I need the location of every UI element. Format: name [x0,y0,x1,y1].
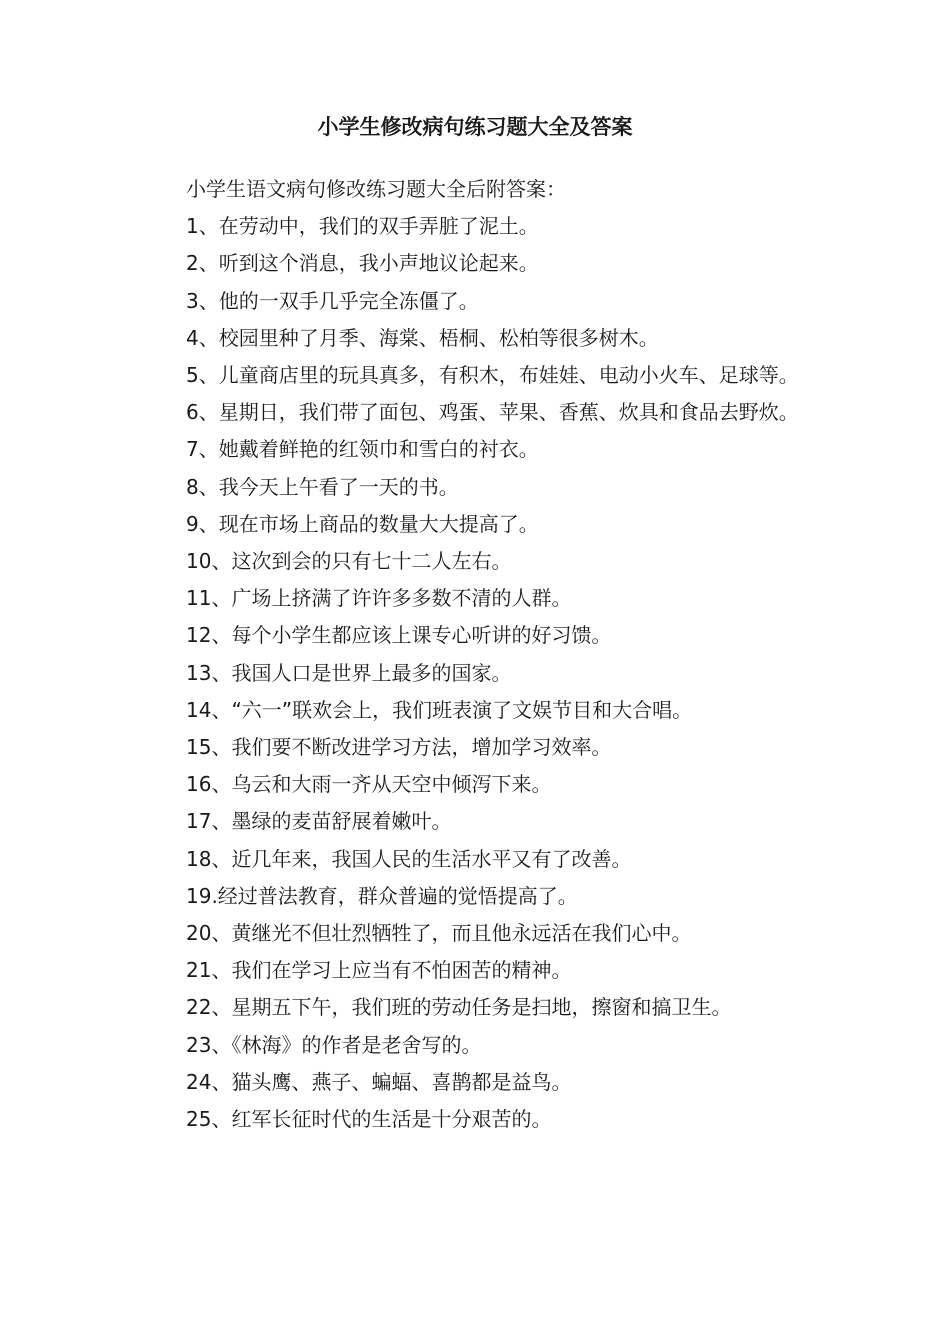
exercise-item-4: 4、校园里种了月季、海棠、梧桐、松柏等很多树木。 [186,325,659,350]
exercise-item-7: 7、她戴着鲜艳的红领巾和雪白的衬衣。 [186,437,539,462]
exercise-item-11: 11、广场上挤满了许许多多数不清的人群。 [186,586,572,611]
exercise-item-25: 25、红军长征时代的生活是十分艰苦的。 [186,1107,552,1132]
exercise-item-23: 23、《林海》的作者是老舍写的。 [186,1032,482,1057]
exercise-item-20: 20、黄继光不但壮烈牺牲了，而且他永远活在我们心中。 [186,921,692,946]
exercise-item-21: 21、我们在学习上应当有不怕困苦的精神。 [186,958,572,983]
exercise-item-14: 14、“六一”联欢会上，我们班表演了文娱节目和大合唱。 [186,697,693,722]
exercise-item-13: 13、我国人口是世界上最多的国家。 [186,660,512,685]
exercise-item-24: 24、猫头鹰、燕子、蝙蝠、喜鹊都是益鸟。 [186,1069,572,1094]
exercise-item-6: 6、星期日，我们带了面包、鸡蛋、苹果、香蕉、炊具和食品去野炊。 [186,400,799,425]
exercise-item-9: 9、现在市场上商品的数量大大提高了。 [186,511,539,536]
exercise-item-19: 19.经过普法教育，群众普遍的觉悟提高了。 [186,883,578,908]
document-body [142,171,810,1138]
exercise-item-1: 1、在劳动中，我们的双手弄脏了泥土。 [186,214,539,239]
exercise-item-3: 3、他的一双手几乎完全冻僵了。 [186,288,479,313]
exercise-item-16: 16、乌云和大雨一齐从天空中倾泻下来。 [186,772,552,797]
exercise-item-10: 10、这次到会的只有七十二人左右。 [186,549,512,574]
exercise-item-2: 2、听到这个消息，我小声地议论起来。 [186,251,539,276]
exercise-item-22: 22、星期五下午，我们班的劳动任务是扫地，擦窗和搞卫生。 [186,995,732,1020]
exercise-item-17: 17、墨绿的麦苗舒展着嫩叶。 [186,809,452,834]
exercise-item-5: 5、儿童商店里的玩具真多，有积木，布娃娃、电动小火车、足球等。 [186,363,799,388]
exercise-item-15: 15、我们要不断改进学习方法，增加学习效率。 [186,735,612,760]
document-title: 小学生修改病句练习题大全及答案 [317,115,633,139]
exercise-item-12: 12、每个小学生都应该上课专心听讲的好习馈。 [186,623,612,648]
exercise-item-18: 18、近几年来，我国人民的生活水平又有了改善。 [186,846,632,871]
exercise-item-8: 8、我今天上午看了一天的书。 [186,474,459,499]
intro-paragraph: 小学生语文病句修改练习题大全后附答案： [186,177,566,201]
